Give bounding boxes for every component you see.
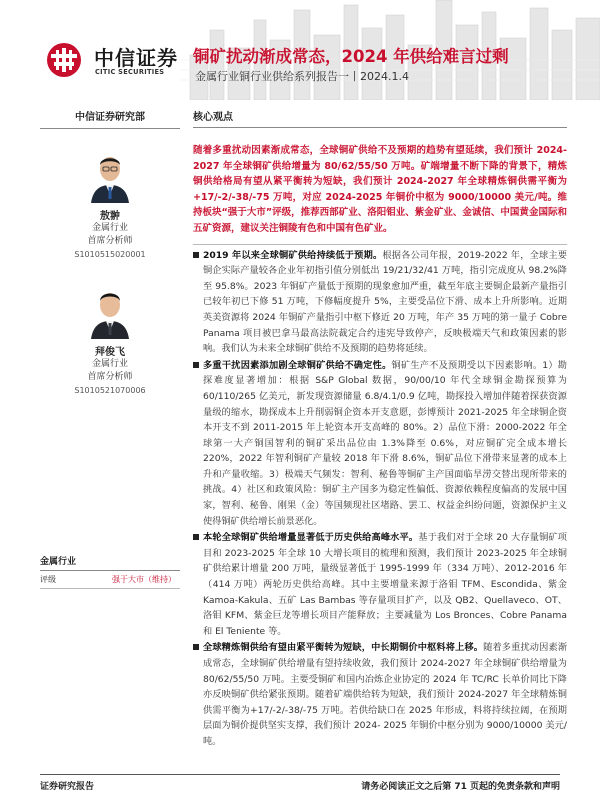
bullet-icon [193, 644, 199, 650]
analyst-license-id: S1010515020001 [74, 250, 146, 259]
analyst-card [40, 283, 180, 397]
sidebar [40, 108, 180, 129]
industry-name: 金属行业 [40, 554, 180, 571]
analyst-card [40, 147, 180, 261]
paragraph-body: 铜矿生产不及预期受以下因素影响。1）勘探难度显著增加：根据 S&P Global 数据，90/00/10 年代全球铜金勘探预算为 60/110/265 亿美元，新发现资源储量 6.8/4.1/0.9 亿吨，勘探投入增加伴随着探获资源量级的缩水，勘探成本上升削弱铜企资本开支意愿，彭博预计 2021-2025 年全球铜企资本开支不到 2011-2015 年上轮资本开支高峰的 80%。2）品位下滑：2000-2022 年全球第一大产铜国智利的铜矿采出品位由 1.3%降至 0.6%，对应铜矿完全成本增长 220%，2022 年智利铜矿产量较 2018 年下滑 8.6%，铜矿品位下滑带来显著的成本上升和产量收缩。3）极端天气频发：智利、秘鲁等铜矿主产国面临旱涝交替出现所带来的挑战。4）社区和政策风险：铜矿主产国多为稳定性偏低、资源依赖程度偏高的发展中国家，智利、秘鲁、刚果（金）等国频现社区堵路、罢工、权益金纠纷问题，资源保护主义使得铜矿供给增长前景恶化。 [203, 359, 567, 527]
rating-label: 评级 [40, 575, 56, 584]
footer-report-type: 证券研究报告 [40, 782, 95, 792]
brand-name: 中信证券 [94, 46, 178, 70]
paragraph-lead: 2019 年以来全球铜矿供给持续低于预期。 [203, 249, 383, 261]
brand-name-english: CITIC SECURITIES [95, 68, 165, 76]
analyst-role: 首席分析师 [87, 372, 133, 382]
citic-logo [42, 40, 94, 80]
industry-rating-box [40, 554, 180, 589]
analyst-role: 首席分析师 [87, 236, 133, 246]
key-point-paragraph [193, 358, 567, 530]
analyst-license-id: S1010521070006 [74, 386, 146, 395]
report-title: 铜矿扰动渐成常态，2024 年供给难言过剩 [193, 47, 509, 66]
paragraph-body: 根据各公司年报，2019-2022 年，全球主要铜企实际产量较各企业年初指引值分别低出 19/21/32/41 万吨，指引完成度从 98.2%降至 95.8%。2023 年铜矿产量低于预期的现象愈加严重，截至年底主要铜企最新产量指引已较年初已下修 51 万吨，下修幅度提升 5%，主要受品位下滑、成本上升所影响。近期英美资源将 2024 年铜矿产量指引中枢下修近 20 万吨，年产 35 万吨的第一量子 Cobre Panama 项目被巴拿马最高法院裁定合约违宪导致停产，反映极端天气和政策因素的影响。我们认为未来全球铜矿供给不及预期的趋势将延续。 [203, 249, 567, 355]
rating-value: 强于大市（维持） [112, 575, 176, 584]
core-view-summary: 随着多重扰动因素渐成常态，全球铜矿供给不及预期的趋势有望延续，我们预计 2024-2027 年全球铜矿供给增量为 80/62/55/50 万吨。矿端增量不断下降的背景下，精炼铜供给格局有望从紧平衡转为短缺，我们预计 2024-2027 年全球精炼铜供需平衡为+17/-2/-38/-75 万吨，对应 2024-2025 年铜价中枢为 9000/10000 美元/吨。维持板块“强于大市”评级，推荐西部矿业、洛阳钼业、紫金矿业、金诚信、中国黄金国际和五矿资源，建议关注铜陵有色和中国有色矿业。 [193, 145, 567, 234]
report-header [0, 0, 600, 100]
paragraph-lead: 本轮全球铜矿供给增量显著低于历史供给高峰水平。 [203, 532, 419, 544]
rating-row [40, 571, 180, 589]
divider [193, 244, 567, 245]
paragraph-lead: 全球精炼铜供给有望由紧平衡转为短缺，中长期铜价中枢料将上移。 [203, 642, 484, 654]
key-point-paragraph [193, 248, 567, 357]
footer-disclaimer: 请务必阅读正文之后第 71 页起的免责条款和声明 [361, 782, 560, 792]
analyst-sector: 金属行业 [91, 359, 128, 369]
bullet-icon [193, 534, 199, 540]
key-point-paragraph [193, 640, 567, 749]
research-institute: 中信证券研究部 [40, 108, 180, 129]
page-footer [40, 774, 560, 792]
analyst-photo [87, 283, 133, 339]
main-content [193, 108, 567, 751]
analyst-name: 拜俊飞 [95, 347, 125, 358]
report-subtitle: 金属行业铜行业供给系列报告一丨2024.1.4 [195, 70, 409, 83]
analyst-photo [87, 147, 133, 203]
analyst-sector: 金属行业 [91, 223, 128, 233]
paragraph-lead: 多重干扰因素添加剧全球铜矿供给不确定性。 [203, 359, 392, 371]
bullet-icon [193, 252, 199, 258]
paragraph-body: 随着多重扰动因素渐成常态，全球铜矿供给增量有望持续收敛，我们预计 2024-2027 年全球铜矿供给增量为 80/62/55/50 万吨。主要受铜矿和国内冶炼企业协定的 2024 年 TC/RC 长单价同比下降亦反映铜矿供给紧张预期。随着矿端供给转为短缺，我们预计 2024-2027 年全球精炼铜供需平衡为+17/-2/-38/-75 万吨。若供给缺口在 2025 年形成，料将持续拉阔，在预期层面为铜价提供坚实支撑，我们预计 2024- 2025 年铜价中枢分别为 9000/10000 美元/吨。 [203, 642, 568, 747]
key-point-paragraph [193, 530, 567, 639]
bullet-icon [193, 362, 199, 368]
analyst-name: 敖翀 [100, 211, 120, 222]
section-title: 核心观点 [193, 108, 567, 128]
paragraph-body: 基于我们对于全球 20 大存量铜矿项目和 2023-2025 年全球 10 大增长项目的梳理和预测，我们预计 2023-2025 年全球铜矿供给累计增量 200 万吨，量级显著低于 1995-1999 年（334 万吨）、2012-2016 年（414 万吨）两轮历史供给高峰。其中主要增量来源于洛钼 TFM、Escondida、紫金 Kamoa-Kakula、五矿 Las Bambas 等存量项目扩产，以及 QB2、Quellaveco、OT、洛钼 KFM、紫金巨龙等增长项目产能释放；主要减量为 Los Bronces、Cobre Panama 和 El Teniente 等。 [203, 532, 567, 637]
